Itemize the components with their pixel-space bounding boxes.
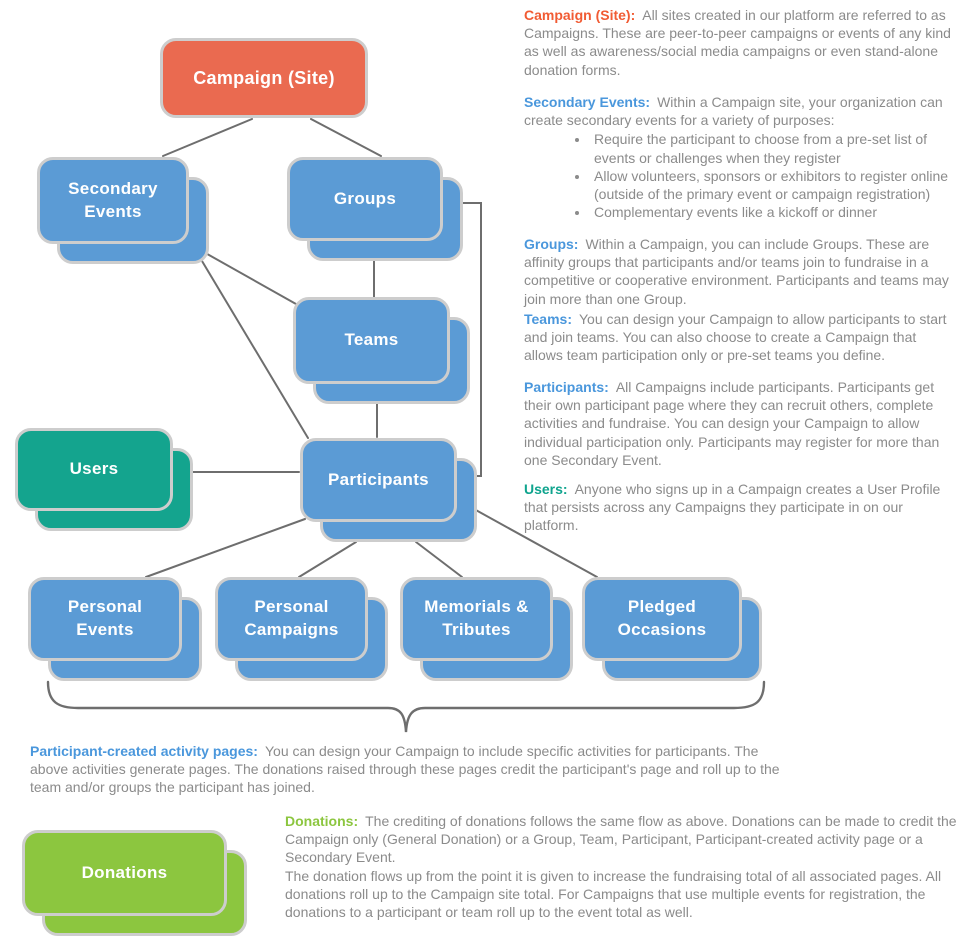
body-teams: You can design your Campaign to allow participants to start and join teams. You can also choose to create a Campaign that allows team participation only or pre-set teams you define. — [524, 311, 947, 364]
node-teams — [293, 297, 450, 384]
heading-groups: Groups: — [524, 236, 579, 252]
node-label: Groups — [287, 157, 443, 241]
body-donations: The crediting of donations follows the same flow as above. Donations can be made to credit the Campaign only (General Donation) or a Group, Team, Participant, Participant-created activity page or a Secondary Event. — [285, 813, 957, 866]
node-label: Personal Campaigns — [215, 577, 368, 661]
heading-campaign-site: Campaign (Site): — [524, 7, 636, 23]
node-donations — [22, 830, 227, 916]
description-secondary-events — [524, 93, 958, 221]
connector-secondary-events-participants — [193, 246, 308, 438]
node-label: Pledged Occasions — [582, 577, 742, 661]
description-donations — [285, 812, 957, 921]
body-groups: Within a Campaign, you can include Groups. These are affinity groups that participants and/or teams join to fundraise in a competitive or cooperative environment. Participants and teams may join more than one Group. — [524, 236, 949, 307]
node-users — [15, 428, 173, 511]
bullet-item: • Complementary events like a kickoff or dinner — [590, 203, 958, 221]
node-personal-campaigns — [215, 577, 368, 661]
heading-secondary-events: Secondary Events: — [524, 94, 651, 110]
description-activity-pages — [30, 742, 792, 797]
heading-donations: Donations: — [285, 813, 359, 829]
node-memorials-tributes — [400, 577, 553, 661]
node-pledged-occasions — [582, 577, 742, 661]
connector-secondary-events-teams — [193, 246, 296, 304]
connector-campaign-secondary-events — [163, 119, 252, 156]
body-campaign-site: All sites created in our platform are referred to as Campaigns. These are peer-to-peer campaigns or events of any kind as well as awareness/social media campaigns or even stand-alone donation forms. — [524, 7, 951, 78]
connector-participants-personal-campaigns — [299, 542, 356, 577]
node-label: Memorials & Tributes — [400, 577, 553, 661]
description-groups — [524, 235, 958, 308]
heading-activity-pages: Participant-created activity pages: — [30, 743, 258, 759]
heading-teams: Teams: — [524, 311, 572, 327]
node-label: Campaign (Site) — [160, 38, 368, 118]
description-users — [524, 480, 958, 535]
body-activity-pages: You can design your Campaign to include specific activities for participants. The above activities generate pages. The donations raised through these pages credit the participant's page and roll up to the team and/or groups the participant has joined. — [30, 743, 780, 796]
bullet-item: • Allow volunteers, sponsors or exhibitors to register online (outside of the primary event or campaign registration) — [590, 167, 958, 203]
description-teams — [524, 310, 958, 365]
body-participants: All Campaigns include participants. Participants get their own participant page where they can recruit others, complete activities and fundraise. You can design your Campaign to allow individual participation only. Participants may register for more than one Secondary Event. — [524, 379, 940, 468]
node-campaign-site — [160, 38, 368, 118]
heading-participants: Participants: — [524, 379, 609, 395]
heading-users: Users: — [524, 481, 568, 497]
bullet-item: • Require the participant to choose from a pre-set list of events or challenges when they register — [590, 130, 958, 166]
connector-participants-memorials-tributes — [416, 542, 462, 577]
body-users: Anyone who signs up in a Campaign creates a User Profile that persists across any Campaigns they participate in on our platform. — [524, 481, 941, 534]
node-groups — [287, 157, 443, 241]
node-label: Personal Events — [28, 577, 182, 661]
description-participants — [524, 378, 958, 469]
activity-pages-brace — [48, 682, 764, 732]
node-label: Teams — [293, 297, 450, 384]
node-label: Donations — [22, 830, 227, 916]
body-donations-flow: The donation flows up from the point it is given to increase the fundraising total of all associated pages. All donations roll up to the Campaign site total. For Campaigns that use multiple events for registration, the donations to a participant or team roll up to the event total as well. — [285, 867, 942, 921]
node-participants — [300, 438, 457, 522]
connector-campaign-groups — [311, 119, 381, 156]
node-secondary-events — [37, 157, 189, 244]
secondary-events-bullet-list — [524, 130, 958, 221]
description-campaign — [524, 6, 958, 79]
body-secondary-events: Within a Campaign site, your organization can create secondary events for a variety of purposes: — [524, 94, 943, 129]
node-label: Users — [15, 428, 173, 511]
node-personal-events — [28, 577, 182, 661]
node-label: Participants — [300, 438, 457, 522]
node-label: Secondary Events — [37, 157, 189, 244]
